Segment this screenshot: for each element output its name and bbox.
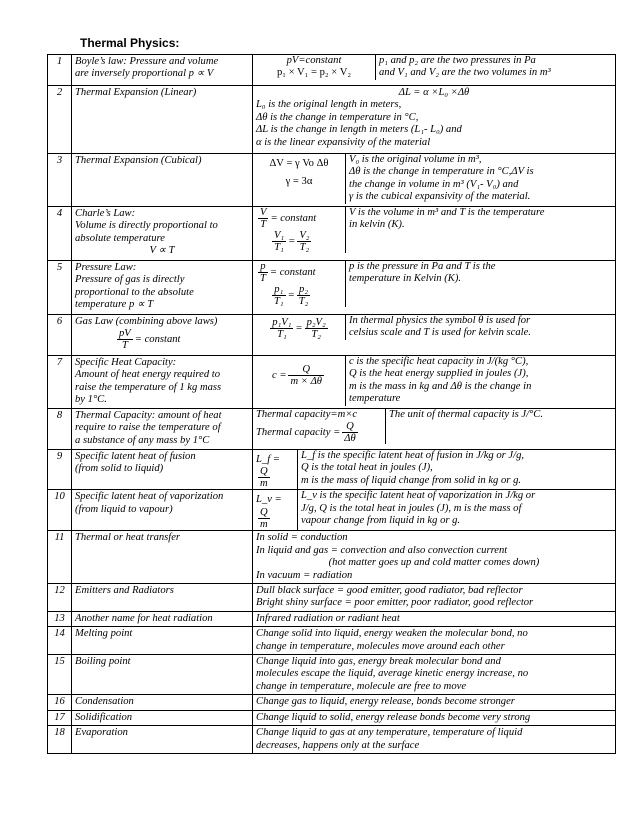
frac-den: T₁ — [277, 329, 287, 340]
table-row — [48, 710, 616, 725]
table-row — [48, 490, 616, 531]
topic-cell — [72, 726, 253, 754]
note-line: change in temperature, molecules move around each other — [256, 640, 505, 652]
note-cell — [346, 154, 537, 204]
frac-num: Q — [342, 421, 357, 433]
formula-text: = constant — [134, 334, 181, 346]
frac-den: m — [260, 478, 268, 490]
frac-den: m × Δθ — [290, 376, 323, 387]
note-line: Change liquid into gas, energy break molecular bond and — [256, 656, 501, 668]
detail-cell — [253, 409, 616, 450]
formula-line: ΔV = γ Vo Δθ — [269, 158, 329, 169]
note-line: Change solid into liquid, energy weaken the molecular bond, no — [256, 628, 528, 640]
table-row — [48, 86, 616, 154]
row-number: 2 — [48, 86, 72, 154]
topic-line: a substance of any mass by 1°C — [75, 434, 210, 446]
formula-line: pV=constant — [286, 55, 342, 66]
note-line: V is the volume in m³ and T is the temperature — [349, 207, 545, 218]
detail-cell — [253, 55, 616, 86]
note-cell — [346, 315, 534, 340]
note-line: (hot matter goes up and cold matter comes down) — [328, 557, 540, 569]
topic-cell — [72, 86, 253, 154]
note-line: the change in volume in m³ (V₁- V₀) and — [349, 178, 519, 190]
table-row — [48, 207, 616, 261]
note-line: ΔL is the change in length in meters (L₁- L₀) and — [256, 124, 462, 136]
table-row — [48, 55, 616, 86]
topic-cell — [72, 315, 253, 356]
note-cell — [298, 450, 527, 489]
note-cell — [346, 261, 498, 307]
row-number: 12 — [48, 584, 72, 612]
note-line: Δθ is the change in temperature in °C, — [256, 111, 419, 123]
formula-text: L_v = — [256, 494, 282, 506]
note-cell — [298, 490, 538, 529]
formula-cell: $\frac{\text{p₁V₁}}{\text{T₁}}$ = $\frac{\text{p₂V₂}}{\text{T₂}}$ — [253, 315, 346, 340]
formula-text: c = — [271, 369, 287, 381]
frac-num: Q — [260, 506, 268, 518]
detail-cell — [253, 356, 616, 409]
detail-cell — [253, 655, 616, 695]
row-number: 17 — [48, 710, 72, 725]
topic-line: Melting point — [75, 628, 133, 640]
topic-line: Specific Heat Capacity: — [75, 357, 177, 368]
topic-line: Evaporation — [75, 727, 128, 739]
frac-num: p₂ — [297, 284, 311, 296]
note-line: Δθ is the change in temperature in °C,ΔV is — [349, 166, 534, 178]
table-row — [48, 695, 616, 710]
frac-num: p₁ — [272, 284, 286, 296]
note-cell — [376, 55, 554, 80]
note-line: Q is the total heat in joules (J), — [301, 462, 433, 474]
topic-line: Charle’s Law: — [75, 208, 136, 219]
note-line: temperature — [349, 393, 401, 405]
topic-line: Solidification — [75, 711, 133, 723]
row-number: 5 — [48, 261, 72, 315]
table-row — [48, 315, 616, 356]
frac-num: p₁V₁ — [272, 317, 292, 328]
note-cell — [386, 409, 546, 444]
note-line: celsius scale and T is used for kelvin scale. — [349, 327, 531, 339]
formula-cell: $\frac{V}{T}$ = constant $\frac{\text{V₁}}{\text{T₁}}$ = $\frac{\text{V₂}}{\text{T₂}}$ — [253, 207, 346, 253]
frac-den: T₂ — [298, 296, 309, 307]
detail-cell — [253, 627, 616, 655]
topic-line: require to raise the temperature of — [75, 422, 221, 434]
topic-line: Specific latent heat of vaporization — [75, 491, 224, 503]
row-number: 6 — [48, 315, 72, 356]
note-line: Change gas to liquid, energy release, bonds become stronger — [256, 696, 515, 708]
note-cell — [346, 356, 534, 406]
row-number: 15 — [48, 655, 72, 695]
frac-den: T₂ — [311, 329, 321, 340]
frac-num: V₁ — [274, 230, 285, 241]
note-line: change in temperature, molecule are free to move — [256, 680, 467, 692]
table-row — [48, 154, 616, 207]
topic-line: Gas Law (combining above laws) — [75, 316, 218, 327]
detail-cell — [253, 695, 616, 710]
frac-num: p₂V₂ — [306, 317, 326, 328]
topic-cell — [72, 450, 253, 490]
note-line: The unit of thermal capacity is J/°C. — [389, 409, 544, 420]
row-number: 10 — [48, 490, 72, 531]
note-line: vapour change from liquid in kg or g. — [301, 515, 461, 527]
topic-line: Pressure of gas is directly — [75, 274, 185, 286]
detail-cell — [253, 710, 616, 725]
note-line: m is the mass of liquid change from solid in kg or g. — [301, 474, 522, 486]
topic-cell — [72, 710, 253, 725]
table-row — [48, 356, 616, 409]
formula-cell — [253, 409, 386, 444]
formula-line: ΔL = α ×L₀ ×Δθ — [398, 87, 470, 98]
note-line: and V₁ and V₂ are the two volumes in m³ — [379, 67, 551, 79]
frac-den: m — [260, 518, 268, 530]
frac-num: Q — [288, 364, 324, 376]
frac-den: T — [121, 340, 128, 352]
note-line: α is the linear expansivity of the material — [256, 136, 431, 148]
formula-line: p₁ × V₁ = p₂ × V₂ — [276, 67, 352, 79]
topic-line: Specific latent heat of fusion — [75, 451, 196, 462]
topic-cell — [72, 627, 253, 655]
detail-cell — [253, 450, 616, 490]
detail-cell — [253, 611, 616, 626]
topic-line: Amount of heat energy required to — [75, 369, 221, 381]
topic-line: Thermal Expansion (Cubical) — [75, 155, 202, 166]
note-cell — [346, 207, 547, 253]
page-title: Thermal Physics: — [80, 36, 180, 50]
row-number: 8 — [48, 409, 72, 450]
table-row — [48, 611, 616, 626]
detail-cell — [253, 261, 616, 315]
formula-cell — [253, 154, 346, 204]
detail-cell — [253, 154, 616, 207]
topic-line: Pressure Law: — [75, 262, 137, 273]
topic-line: raise the temperature of 1 kg mass — [75, 381, 222, 393]
note-line: p₁ and p₂ are the two pressures in Pa — [379, 55, 536, 66]
topic-line: Thermal Capacity: amount of heat — [75, 410, 222, 421]
topic-line: (from liquid to vapour) — [75, 503, 173, 515]
topic-line: Thermal or heat transfer — [75, 532, 181, 544]
topic-line: V ∝ T — [149, 245, 175, 257]
note-line: γ is the cubical expansivity of the material. — [349, 191, 531, 203]
table-row — [48, 584, 616, 612]
formula-text: = constant — [269, 266, 316, 278]
thermal-physics-table — [47, 54, 616, 754]
note-line: c is the specific heat capacity in J/(kg °C), — [349, 356, 529, 367]
note-line: decreases, happens only at the surface — [256, 739, 420, 751]
note-line: temperature in Kelvin (K). — [349, 273, 461, 285]
formula-line: γ = 3α — [285, 176, 313, 188]
topic-line: Volume is directly proportional to — [75, 220, 218, 232]
table-row — [48, 655, 616, 695]
topic-cell — [72, 409, 253, 450]
note-line: Infrared radiation or radiant heat — [256, 612, 400, 624]
topic-cell — [72, 490, 253, 531]
formula-cell — [253, 356, 346, 406]
table-row — [48, 627, 616, 655]
note-line: L_f is the specific latent heat of fusion in J/kg or J/g, — [301, 450, 525, 461]
topic-cell — [72, 531, 253, 584]
frac-num: p — [258, 261, 268, 273]
row-number: 13 — [48, 611, 72, 626]
formula-text: = constant — [270, 212, 317, 224]
row-number: 18 — [48, 726, 72, 754]
note-line: m is the mass in kg and Δθ is the change in — [349, 380, 532, 392]
note-line: V₀ is the original volume in m³, — [349, 154, 482, 165]
frac-num: Q — [260, 466, 268, 478]
note-line: Bright shiny surface = poor emitter, poor radiator, good reflector — [256, 597, 534, 609]
topic-cell — [72, 55, 253, 86]
row-number: 9 — [48, 450, 72, 490]
row-number: 14 — [48, 627, 72, 655]
note-line: J/g, Q is the total heat in joules (J), m is the mass of — [301, 502, 522, 514]
formula-cell — [253, 490, 298, 529]
detail-cell — [253, 315, 616, 356]
row-number: 3 — [48, 154, 72, 207]
formula-text: L_f = — [256, 454, 280, 465]
note-line: in kelvin (K). — [349, 219, 405, 231]
formula-cell — [253, 450, 298, 489]
row-number: 16 — [48, 695, 72, 710]
note-line: p is the pressure in Pa and T is the — [349, 261, 496, 272]
detail-cell — [253, 726, 616, 754]
note-line: In solid = conduction — [256, 532, 348, 544]
note-line: Dull black surface = good emitter, good radiator, bad reflector — [256, 585, 523, 597]
frac-num: pV — [119, 328, 131, 340]
topic-line: Emitters and Radiators — [75, 585, 174, 597]
row-number: 4 — [48, 207, 72, 261]
frac-num: V₂ — [299, 230, 310, 241]
note-line: L_v is the specific latent heat of vaporization in J/kg or — [301, 490, 536, 502]
topic-line: (from solid to liquid) — [75, 463, 164, 475]
topic-line: proportional to the absolute — [75, 286, 194, 298]
row-number: 11 — [48, 531, 72, 584]
formula-text: Thermal capacity = — [256, 427, 341, 439]
topic-cell — [72, 655, 253, 695]
row-number: 1 — [48, 55, 72, 86]
note-line: Change liquid to gas at any temperature, temperature of liquid — [256, 727, 523, 739]
topic-line: Boiling point — [75, 656, 131, 668]
topic-cell — [72, 611, 253, 626]
topic-cell — [72, 695, 253, 710]
topic-line: Another name for heat radiation — [75, 612, 213, 624]
topic-cell — [72, 261, 253, 315]
row-number: 7 — [48, 356, 72, 409]
detail-cell — [253, 207, 616, 261]
note-line: In vacuum = radiation — [256, 569, 353, 581]
table-row — [48, 726, 616, 754]
topic-line: temperature p ∝ T — [75, 299, 154, 311]
detail-cell — [253, 584, 616, 612]
topic-cell — [72, 356, 253, 409]
topic-line: absolute temperature — [75, 232, 165, 244]
note-line: L₀ is the original length in meters, — [256, 99, 402, 111]
frac-den: T — [260, 273, 266, 284]
topic-line: Boyle’s law: Pressure and volume — [75, 56, 219, 67]
topic-cell — [72, 584, 253, 612]
note-line: In liquid and gas = convection and also convection current — [256, 544, 508, 556]
detail-cell — [253, 86, 616, 154]
topic-line: Condensation — [75, 696, 134, 708]
frac-den: T₁ — [274, 242, 284, 253]
frac-den: Δθ — [344, 433, 356, 445]
table-row — [48, 531, 616, 584]
topic-cell — [72, 154, 253, 207]
frac-den: T — [260, 219, 267, 230]
topic-line: Thermal Expansion (Linear) — [75, 87, 197, 98]
detail-cell — [253, 531, 616, 584]
frac-num: V — [260, 207, 267, 218]
formula-cell — [253, 55, 376, 80]
table-row — [48, 261, 616, 315]
table-row — [48, 409, 616, 450]
note-line: Q is the heat energy supplied in joules (J), — [349, 368, 529, 380]
table-row — [48, 450, 616, 490]
note-line: molecules escape the liquid, average kinetic energy increase, no — [256, 668, 529, 680]
frac-den: T₁ — [274, 296, 284, 307]
topic-line: are inversely proportional p ∝ V — [75, 68, 214, 80]
topic-cell — [72, 207, 253, 261]
note-line: In thermal physics the symbol θ is used for — [349, 315, 531, 326]
frac-den: T₂ — [299, 242, 310, 253]
detail-cell — [253, 490, 616, 531]
formula-cell: $\frac{p}{T}$ = constant $\frac{\text{p₁}}{\text{T₁}}$ = $\frac{\text{p₂}}{\text{T₂}}$ — [253, 261, 346, 307]
note-line: Change liquid to solid, energy release bonds become very strong — [256, 711, 531, 723]
formula-line: Thermal capacity=m×c — [256, 409, 358, 420]
topic-line: by 1°C. — [75, 394, 107, 406]
